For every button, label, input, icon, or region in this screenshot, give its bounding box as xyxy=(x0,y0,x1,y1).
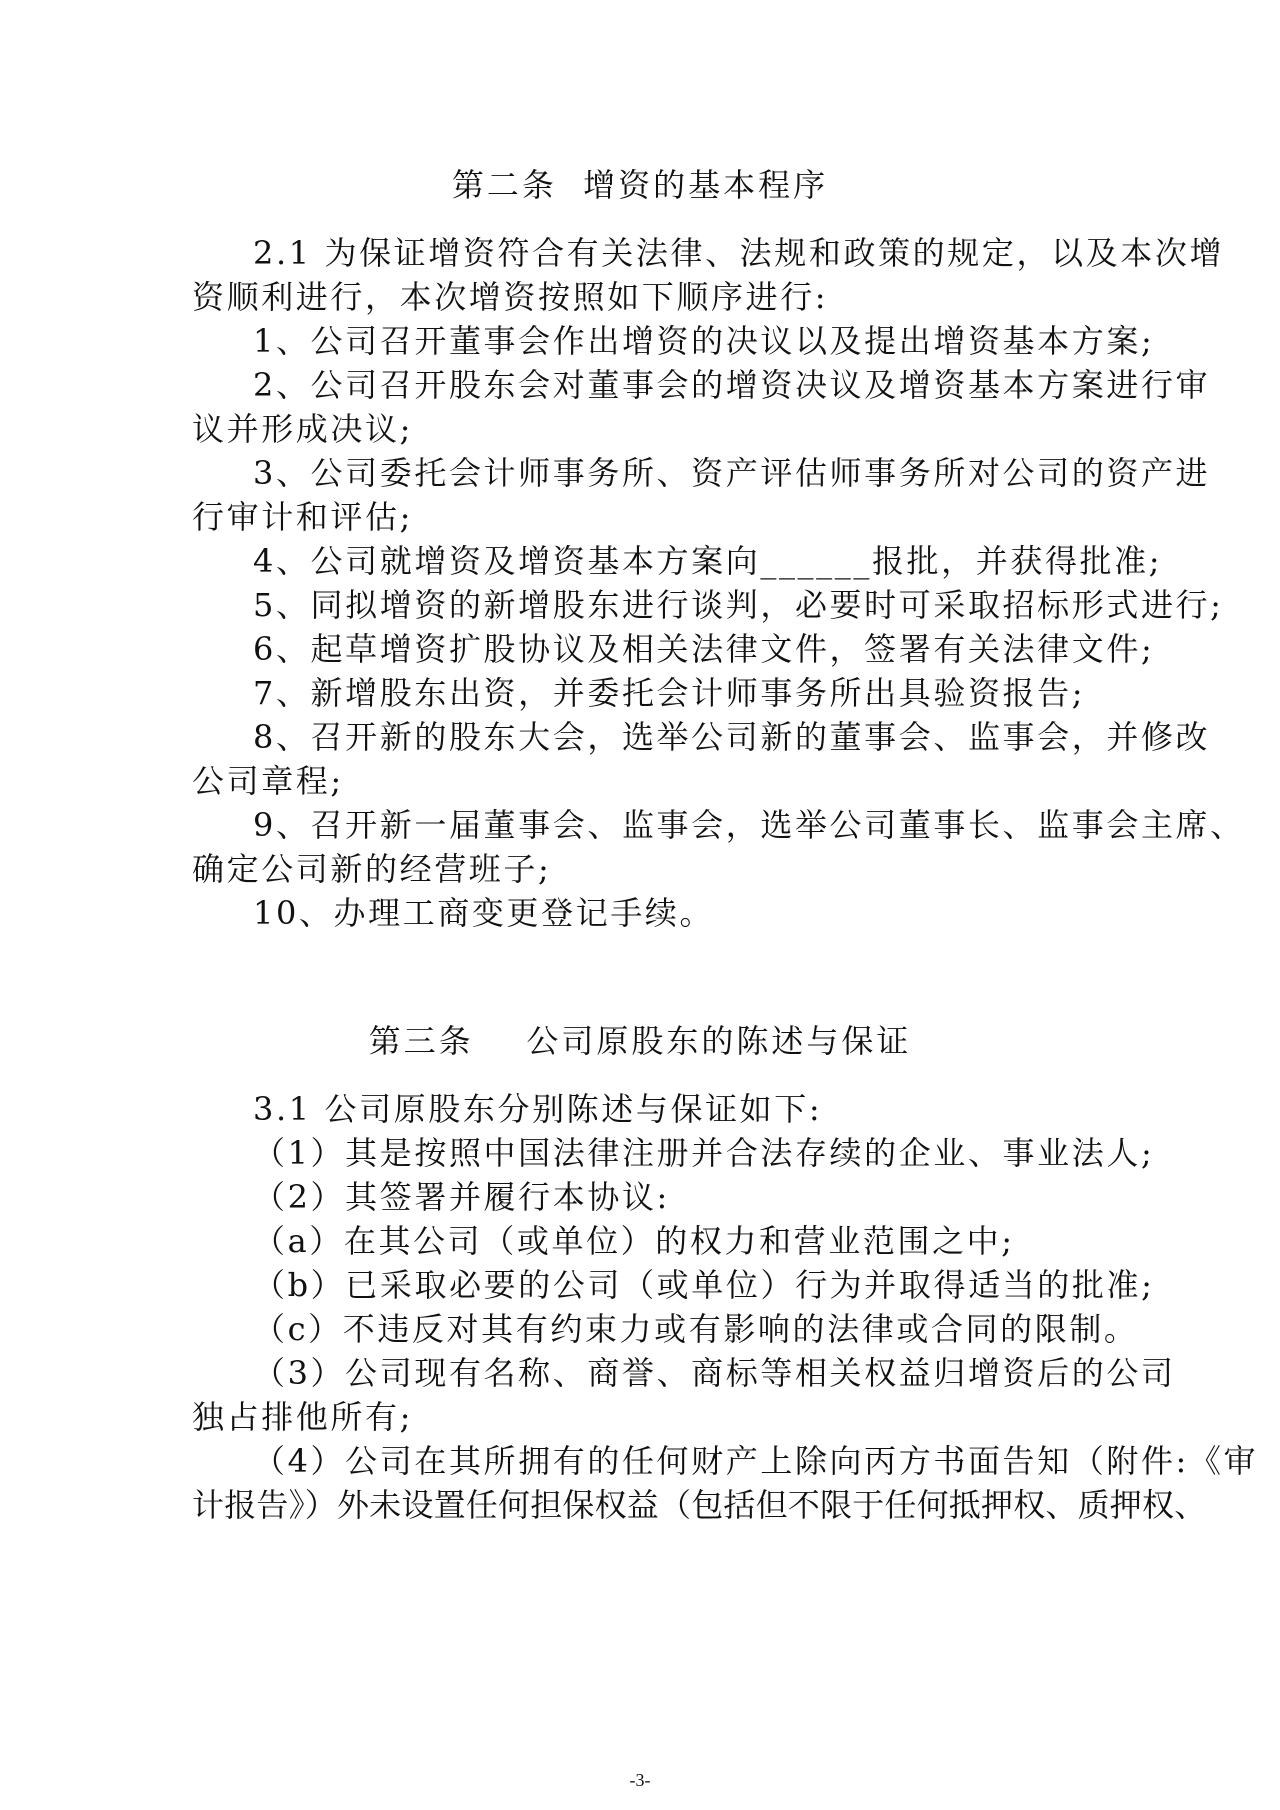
procedure-item-3-line-2: 行审计和评估; xyxy=(192,498,413,536)
procedure-item-8-line-1: 8、召开新的股东大会，选举公司新的董事会、监事会，并修改 xyxy=(253,718,1211,756)
section-2-para-1-line-2: 资顺利进行，本次增资按照如下顺序进行: xyxy=(192,278,829,316)
section-3-para-1: 3.1 公司原股东分别陈述与保证如下: xyxy=(253,1090,823,1128)
procedure-item-9-line-1: 9、召开新一届董事会、监事会，选举公司董事长、监事会主席、 xyxy=(253,806,1245,844)
section-2-para-1-line-1: 2.1 为保证增资符合有关法律、法规和政策的规定，以及本次增 xyxy=(253,234,1225,272)
procedure-item-2-line-1: 2、公司召开股东会对董事会的增资决议及增资基本方案进行审 xyxy=(253,366,1211,404)
procedure-item-7: 7、新增股东出资，并委托会计师事务所出具验资报告; xyxy=(253,674,1086,712)
clause-2a: （a）在其公司（或单位）的权力和营业范围之中; xyxy=(253,1222,1015,1260)
procedure-item-3-line-1: 3、公司委托会计师事务所、资产评估师事务所对公司的资产进 xyxy=(253,454,1211,492)
clause-2c: （c）不违反对其有约束力或有影响的法律或合同的限制。 xyxy=(253,1310,1139,1348)
clause-2b: （b）已采取必要的公司（或单位）行为并取得适当的批准; xyxy=(253,1266,1155,1304)
clause-4-line-1: （4）公司在其所拥有的任何财产上除向丙方书面告知（附件:《审 xyxy=(253,1442,1259,1480)
procedure-item-1: 1、公司召开董事会作出增资的决议以及提出增资基本方案; xyxy=(253,322,1155,360)
procedure-item-10: 10、办理工商变更登记手续。 xyxy=(253,894,715,932)
section-3-title: 第三条 公司原股东的陈述与保证 xyxy=(368,1022,912,1060)
clause-3-line-2: 独占排他所有; xyxy=(192,1398,413,1436)
clause-4-line-2: 计报告》）外未设置任何担保权益（包括但不限于任何抵押权、质押权、 xyxy=(192,1486,1207,1524)
clause-2: （2）其签署并履行本协议: xyxy=(253,1178,670,1216)
clause-3-line-1: （3）公司现有名称、商誉、商标等相关权益归增资后的公司 xyxy=(253,1354,1176,1392)
clause-1: （1）其是按照中国法律注册并合法存续的企业、事业法人; xyxy=(253,1134,1155,1172)
procedure-item-5: 5、同拟增资的新增股东进行谈判，必要时可采取招标形式进行; xyxy=(253,586,1224,624)
procedure-item-2-line-2: 议并形成决议; xyxy=(192,410,413,448)
procedure-item-9-line-2: 确定公司新的经营班子; xyxy=(192,850,552,888)
section-2-title: 第二条 增资的基本程序 xyxy=(451,166,829,204)
procedure-item-4: 4、公司就增资及增资基本方案向______报批，并获得批准; xyxy=(253,542,1163,580)
page-number: -3- xyxy=(629,1770,651,1790)
procedure-item-8-line-2: 公司章程; xyxy=(192,762,344,800)
procedure-item-6: 6、起草增资扩股协议及相关法律文件，签署有关法律文件; xyxy=(253,630,1155,668)
